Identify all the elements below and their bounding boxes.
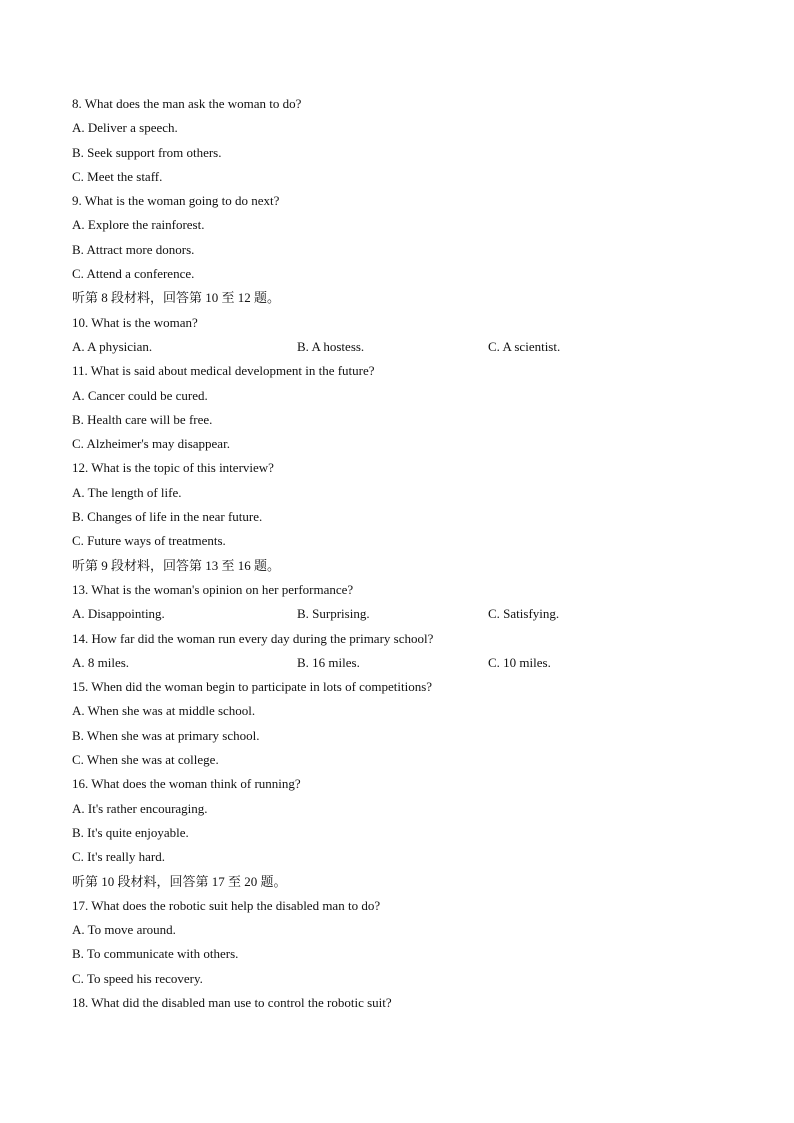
question-text: 8. What does the man ask the woman to do? — [72, 96, 302, 111]
section-instruction: 听第 9 段材料，回答第 13 至 16 题。 — [72, 557, 281, 573]
options-row — [72, 602, 732, 626]
answer-option: C. 10 miles. — [488, 654, 551, 670]
question-text: 15. When did the woman begin to participate in lots of competitions? — [72, 679, 433, 695]
answer-option: A. Deliver a speech. — [72, 120, 178, 136]
section-instruction: 听第 8 段材料，回答第 10 至 12 题。 — [72, 290, 281, 306]
question-text: 11. What is said about medical development in the future? — [72, 363, 375, 379]
answer-option: A. Explore the rainforest. — [72, 217, 205, 233]
question-text: 18. What did the disabled man use to control the robotic suit? — [72, 994, 392, 1010]
answer-option: B. Attract more donors. — [72, 241, 195, 257]
answer-option: A. It's rather encouraging. — [72, 800, 208, 816]
answer-option: A. To move around. — [72, 922, 176, 938]
answer-option: C. It's really hard. — [72, 849, 165, 865]
options-row — [72, 651, 732, 675]
answer-option: A. Cancer could be cured. — [72, 387, 208, 403]
options-row — [72, 335, 732, 359]
question-text: 17. What does the robotic suit help the disabled man to do? — [72, 897, 381, 913]
answer-option: B. To communicate with others. — [72, 946, 239, 962]
answer-option: B. It's quite enjoyable. — [72, 824, 189, 840]
answer-option: C. Satisfying. — [488, 606, 560, 622]
section-instruction: 听第 10 段材料，回答第 17 至 20 题。 — [72, 873, 287, 889]
answer-option: C. Future ways of treatments. — [72, 533, 226, 549]
answer-option: B. 16 miles. — [297, 654, 360, 670]
answer-option: B. Health care will be free. — [72, 411, 213, 427]
question-text: 14. How far did the woman run every day during the primary school? — [72, 630, 434, 646]
answer-option: C. Alzheimer's may disappear. — [72, 436, 230, 452]
answer-option: B. A hostess. — [297, 338, 365, 354]
answer-option: A. 8 miles. — [72, 654, 130, 670]
question-text: 10. What is the woman? — [72, 314, 198, 330]
answer-option: B. Seek support from others. — [72, 144, 222, 160]
answer-option: C. Attend a conference. — [72, 266, 195, 282]
answer-option: B. Changes of life in the near future. — [72, 509, 263, 525]
answer-option: A. When she was at middle school. — [72, 703, 256, 719]
answer-option: C. When she was at college. — [72, 752, 219, 768]
question-text: 16. What does the woman think of running? — [72, 776, 301, 792]
answer-option: C. Meet the staff. — [72, 168, 163, 184]
answer-option: B. When she was at primary school. — [72, 727, 260, 743]
answer-option: A. A physician. — [72, 338, 153, 354]
answer-option: C. A scientist. — [488, 338, 561, 354]
answer-option: A. The length of life. — [72, 484, 182, 500]
question-text: 9. What is the woman going to do next? — [72, 193, 280, 209]
document-page — [72, 92, 732, 1015]
answer-option: A. Disappointing. — [72, 606, 165, 622]
answer-option: B. Surprising. — [297, 606, 370, 622]
question-text: 12. What is the topic of this interview? — [72, 460, 274, 476]
answer-option: C. To speed his recovery. — [72, 970, 203, 986]
question-text: 13. What is the woman's opinion on her performance? — [72, 581, 354, 597]
